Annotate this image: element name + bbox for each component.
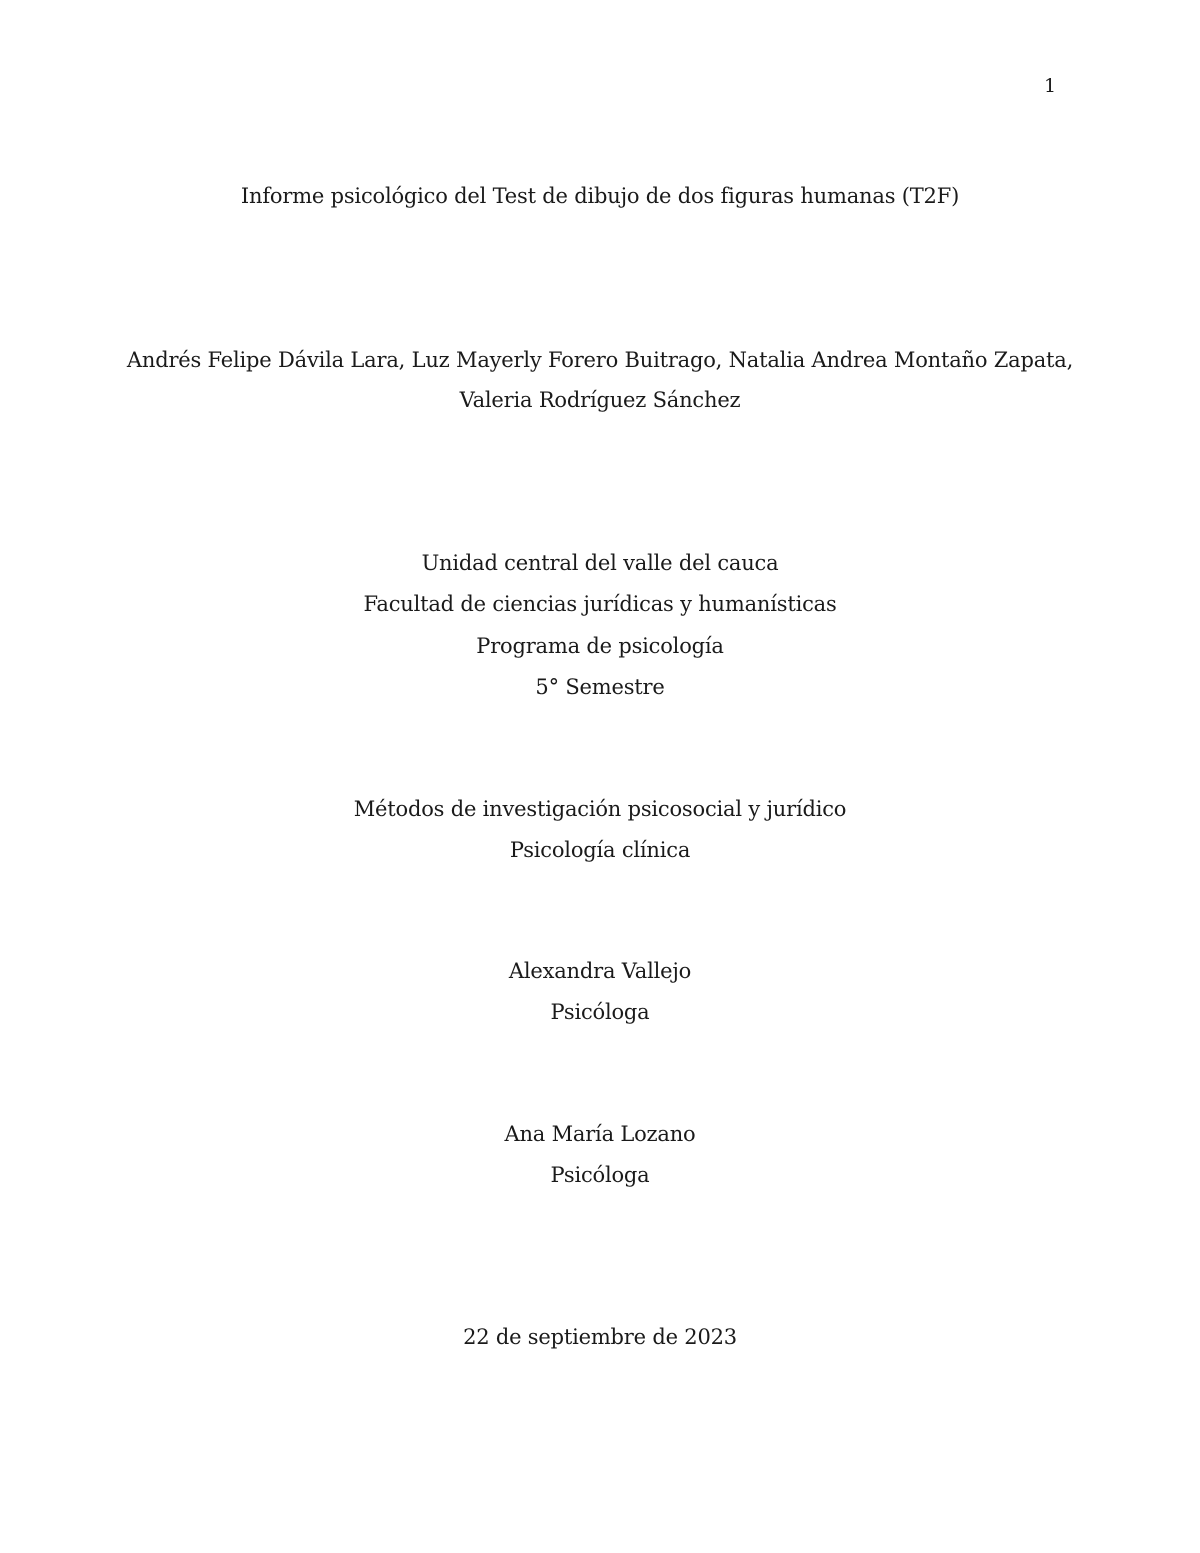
document-title: Informe psicológico del Test de dibujo de dos figuras humanas (T2F) — [240, 184, 960, 208]
program-name: Programa de psicología — [476, 634, 724, 658]
instructor-name: Alexandra Vallejo — [508, 959, 692, 983]
course-area: Psicología clínica — [509, 838, 691, 862]
instructor-name: Ana María Lozano — [504, 1122, 696, 1146]
semester: 5° Semestre — [535, 675, 665, 699]
document-date: 22 de septiembre de 2023 — [463, 1325, 737, 1349]
authors-line-1: Andrés Felipe Dávila Lara, Luz Mayerly Forero Buitrago, Natalia Andrea Montaño Zapata, — [126, 348, 1074, 372]
faculty-name: Facultad de ciencias jurídicas y humanísticas — [363, 592, 837, 616]
page-number: 1 — [1044, 75, 1056, 97]
authors-line-2: Valeria Rodríguez Sánchez — [459, 388, 741, 412]
instructor-role: Psicóloga — [550, 1000, 650, 1024]
university-name: Unidad central del valle del cauca — [421, 551, 779, 575]
course-name: Métodos de investigación psicosocial y jurídico — [353, 797, 847, 821]
instructor-role: Psicóloga — [550, 1163, 650, 1187]
